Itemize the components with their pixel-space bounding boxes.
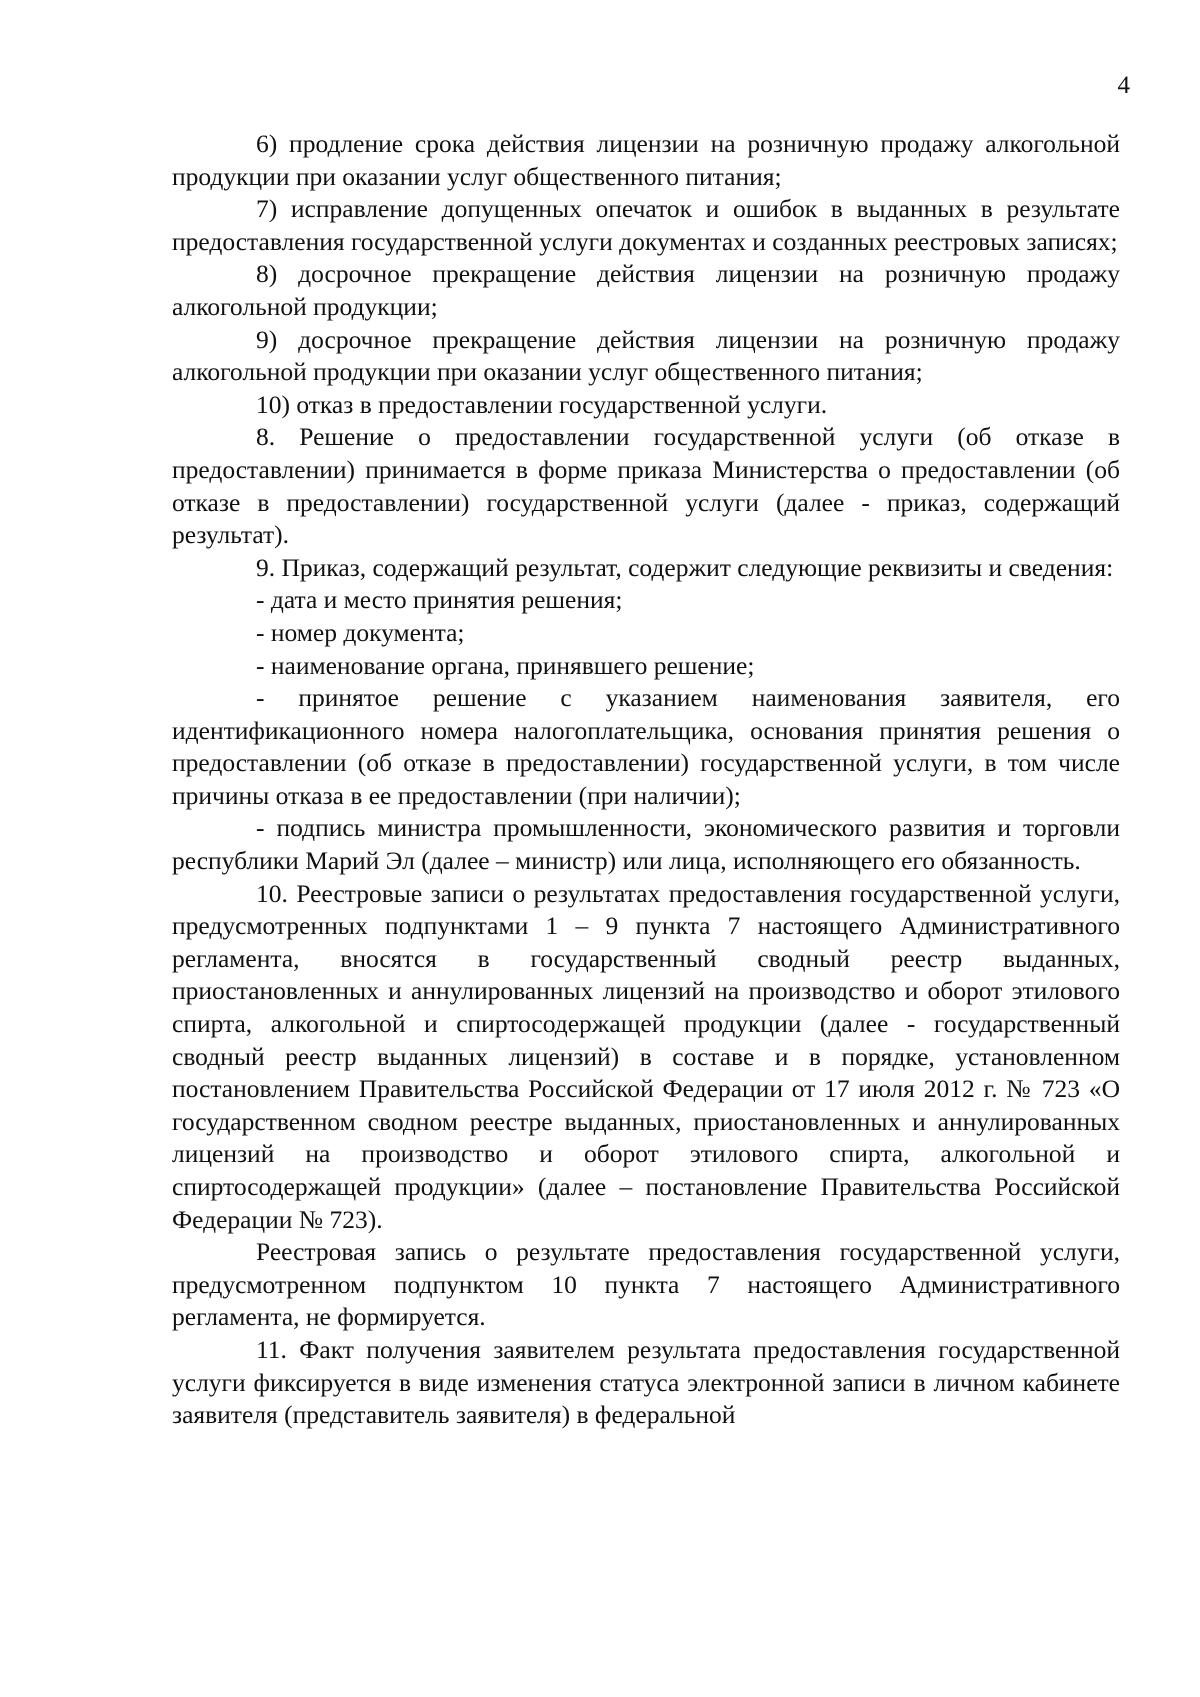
list-item-decision: - принятое решение с указанием наименования заявителя, его идентификационного номера налогоплательщика, основания принятия решения о предоставлении (об отказе в предоставлении) государственной услуги, в том числе причины отказа в ее предоставлении (при наличии); bbox=[172, 683, 1120, 810]
paragraph-item-9: 9) досрочное прекращение действия лицензии на розничную продажу алкогольной продукции при оказании услуг общественного питания; bbox=[172, 324, 1120, 387]
paragraph-clause-11: 11. Факт получения заявителем результата предоставления государственной услуги фиксируется в виде изменения статуса электронной записи в личном кабинете заявителя (представитель заявителя) в федеральной bbox=[172, 1334, 1120, 1430]
paragraph-item-10: 10) отказ в предоставлении государственной услуги. bbox=[256, 389, 828, 419]
list-item-date-place: - дата и место принятия решения; bbox=[256, 585, 623, 615]
list-item-doc-number: - номер документа; bbox=[256, 617, 465, 647]
paragraph-clause-8: 8. Решение о предоставлении государственной услуги (об отказе в предоставлении) принимается в форме приказа Министерства о предоставлении (об отказе в предоставлении) государственной услуги (далее - приказ, содержащий результат). bbox=[172, 422, 1120, 550]
page-number: 4 bbox=[1117, 72, 1130, 99]
paragraph-clause-9: 9. Приказ, содержащий результат, содержит следующие реквизиты и сведения: bbox=[256, 552, 1114, 582]
paragraph-registry-note: Реестровая запись о результате предоставления государственной услуги, предусмотренном подпунктом 10 пункта 7 настоящего Административного регламента, не формируется. bbox=[172, 1237, 1120, 1332]
paragraph-item-7: 7) исправление допущенных опечаток и ошибок в выданных в результате предоставления государственной услуги документах и созданных реестровых записях; bbox=[172, 194, 1120, 256]
paragraph-item-6: 6) продление срока действия лицензии на розничную продажу алкогольной продукции при оказании услуг общественного питания; bbox=[172, 129, 1120, 191]
paragraph-clause-10: 10. Реестровые записи о результатах предоставления государственной услуги, предусмотренных подпунктами 1 – 9 пункта 7 настоящего Административного регламента, вносятся в государственный сводный реестр выданных, приостановленных и аннулированных лицензий на производство и оборот этилового спирта, алкогольной и спиртосодержащей продукции (далее - государственный сводный реестр выданных лицензий) в составе и в порядке, установленном постановлением Правительства Российской Федерации от 17 июля 2012 г. № 723 «О государственном сводном реестре выданных, приостановленных и аннулированных лицензий на производство и оборот этилового спирта, алкогольной и спиртосодержащей продукции» (далее – постановление Правительства Российской Федерации № 723). bbox=[172, 878, 1120, 1234]
paragraph-item-8: 8) досрочное прекращение действия лицензии на розничную продажу алкогольной продукции; bbox=[172, 259, 1120, 321]
list-item-authority: - наименование органа, принявшего решение; bbox=[256, 650, 755, 680]
document-body bbox=[172, 128, 1120, 1432]
list-item-signature: - подпись министра промышленности, экономического развития и торговли республики Марий Эл (далее – министр) или лица, исполняющего его обязанность. bbox=[172, 813, 1120, 876]
